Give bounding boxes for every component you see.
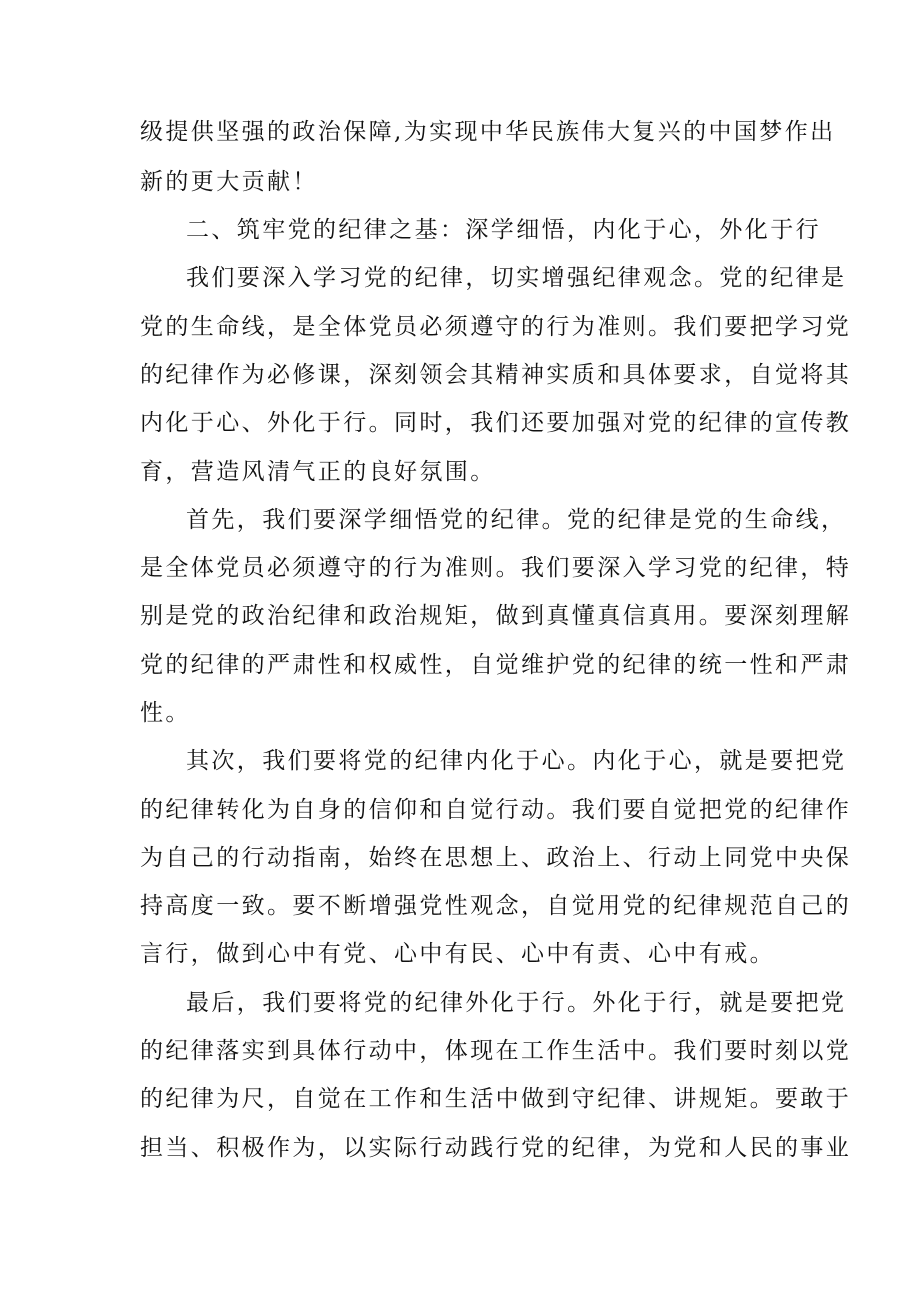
text-line: 别是党的政治纪律和政治规矩，做到真懂真信真用。要深刻理解 xyxy=(140,603,852,629)
text-line: 的纪律落实到具体行动中，体现在工作生活中。我们要时刻以党 xyxy=(140,1038,852,1064)
text-line: 是全体党员必须遵守的行为准则。我们要深入学习党的纪律，特 xyxy=(140,555,852,581)
text-line: 其次，我们要将党的纪律内化于心。内化于心，就是要把党 xyxy=(186,748,847,774)
text-line: 内化于心、外化于行。同时，我们还要加强对党的纪律的宣传教 xyxy=(140,410,852,436)
text-line: 我们要深入学习党的纪律，切实增强纪律观念。党的纪律是 xyxy=(186,265,847,291)
text-line: 担当、积极作为，以实际行动践行党的纪律，为党和人民的事业 xyxy=(140,1135,852,1161)
text-line: 性。 xyxy=(140,700,191,726)
text-line: 的纪律转化为自身的信仰和自觉行动。我们要自觉把党的纪律作 xyxy=(140,797,852,823)
text-line: 最后，我们要将党的纪律外化于行。外化于行，就是要把党 xyxy=(186,990,847,1016)
text-line: 新的更大贡献！ xyxy=(140,169,318,195)
text-line: 为自己的行动指南，始终在思想上、政治上、行动上同党中央保 xyxy=(140,845,852,871)
text-line: 育，营造风清气正的良好氛围。 xyxy=(140,459,496,485)
text-line: 党的生命线，是全体党员必须遵守的行为准则。我们要把学习党 xyxy=(140,314,852,340)
text-line: 持高度一致。要不断增强党性观念，自觉用党的纪律规范自己的 xyxy=(140,893,852,919)
text-line: 的纪律为尺，自觉在工作和生活中做到守纪律、讲规矩。要敢于 xyxy=(140,1086,852,1112)
text-line: 的纪律作为必修课，深刻领会其精神实质和具体要求，自觉将其 xyxy=(140,362,852,388)
text-line: 言行，做到心中有党、心中有民、心中有责、心中有戒。 xyxy=(140,941,775,967)
text-line: 首先，我们要深学细悟党的纪律。党的纪律是党的生命线， xyxy=(186,507,847,533)
text-line: 党的纪律的严肃性和权威性，自觉维护党的纪律的统一性和严肃 xyxy=(140,652,852,678)
text-line: 级提供坚强的政治保障,为实现中华民族伟大复兴的中国梦作出 xyxy=(140,119,836,145)
section-heading: 二、筑牢党的纪律之基：深学细悟，内化于心，外化于行 xyxy=(186,217,821,243)
